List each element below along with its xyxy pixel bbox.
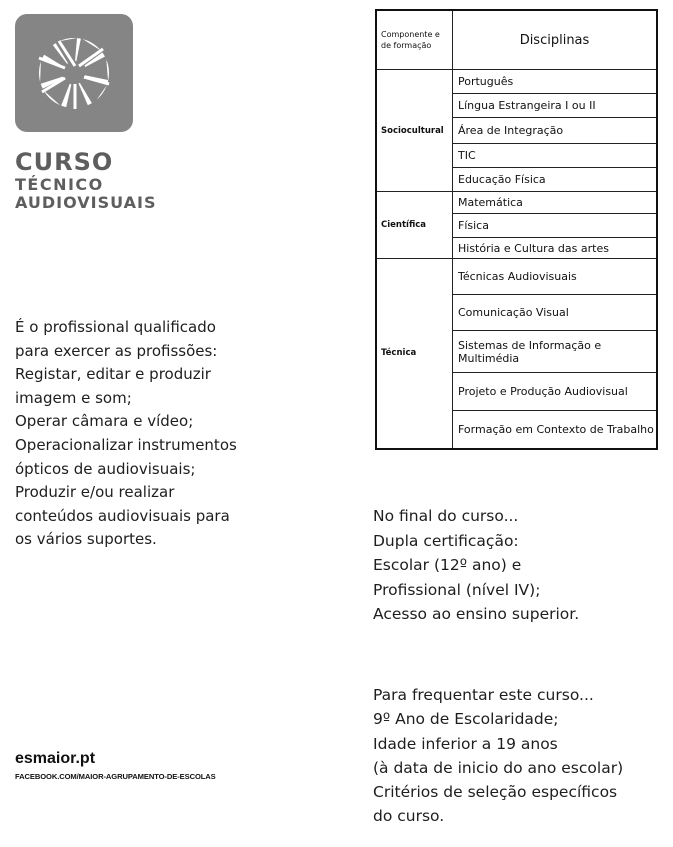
final-line: Escolar (12º ano) e: [373, 556, 522, 574]
course-title-line1: CURSO: [15, 148, 114, 176]
course-title: [15, 150, 157, 211]
profile-line: conteúdos audiovisuais para: [15, 506, 230, 525]
group-sociocultural: Sociocultural: [376, 70, 453, 192]
profile-line: os vários suportes.: [15, 530, 157, 549]
profile-line: Operar câmara e vídeo;: [15, 412, 194, 431]
subject-cell: Técnicas Audiovisuais: [453, 259, 658, 295]
subject-cell: Formação em Contexto de Trabalho: [453, 411, 658, 449]
subject-cell: Português: [453, 70, 658, 94]
requirement-line: Critérios de seleção específicos: [373, 783, 618, 802]
subject-cell: TIC: [453, 144, 658, 168]
profile-line: Registar, editar e produzir: [15, 365, 211, 384]
course-title-line2: TÉCNICO: [15, 175, 104, 194]
final-line: Profissional (nível IV);: [373, 580, 541, 599]
subject-cell: História e Cultura das artes: [453, 238, 658, 259]
group-cientifica: Científica: [376, 192, 453, 259]
final-outcomes: [373, 504, 663, 627]
final-line: Dupla certificação:: [373, 531, 519, 550]
header-component: Componente e de formação: [376, 10, 453, 70]
disciplines-table: [375, 9, 658, 450]
requirement-line: (à data de inicio do ano escolar): [373, 758, 624, 777]
requirement-line: Idade inferior a 19 anos: [373, 734, 558, 753]
subject-cell: Área de Integração: [453, 118, 658, 144]
facebook-link[interactable]: FACEBOOK.COM/MAIOR-AGRUPAMENTO-DE-ESCOLAS: [15, 772, 216, 781]
camera-aperture-icon: [15, 14, 133, 132]
subject-cell: Comunicação Visual: [453, 295, 658, 331]
profile-line: para exercer as profissões:: [15, 341, 218, 360]
profile-description: [15, 316, 295, 552]
subject-cell: Matemática: [453, 192, 658, 214]
profile-line: É o profissional qualificado: [15, 318, 216, 336]
final-line: Acesso ao ensino superior.: [373, 605, 580, 623]
table-row: [376, 259, 657, 295]
table-row: [376, 192, 657, 214]
subject-cell: Projeto e Produção Audiovisual: [453, 373, 658, 411]
requirements: [373, 683, 668, 829]
profile-line: Operacionalizar instrumentos: [15, 435, 237, 454]
subject-cell: Língua Estrangeira I ou II: [453, 94, 658, 118]
requirement-line: Para frequentar este curso...: [373, 686, 594, 704]
profile-line: ópticos de audiovisuais;: [15, 459, 196, 478]
subject-cell: Física: [453, 214, 658, 238]
table-header-row: [376, 10, 657, 70]
subject-cell: Sistemas de Informação e Multimédia: [453, 331, 658, 373]
profile-line: imagem e som;: [15, 388, 132, 407]
requirement-line: 9º Ano de Escolaridade;: [373, 710, 559, 729]
requirement-line: do curso.: [373, 807, 445, 826]
header-disciplines: Disciplinas: [453, 10, 658, 70]
group-tecnica: Técnica: [376, 259, 453, 449]
final-line: No final do curso...: [373, 507, 519, 525]
subject-cell: Educação Física: [453, 168, 658, 192]
course-title-line3: AUDIOVISUAIS: [15, 193, 157, 212]
profile-line: Produzir e/ou realizar: [15, 483, 175, 502]
logo: [15, 14, 133, 132]
website-link[interactable]: esmaior.pt: [15, 750, 96, 767]
table-row: [376, 70, 657, 94]
